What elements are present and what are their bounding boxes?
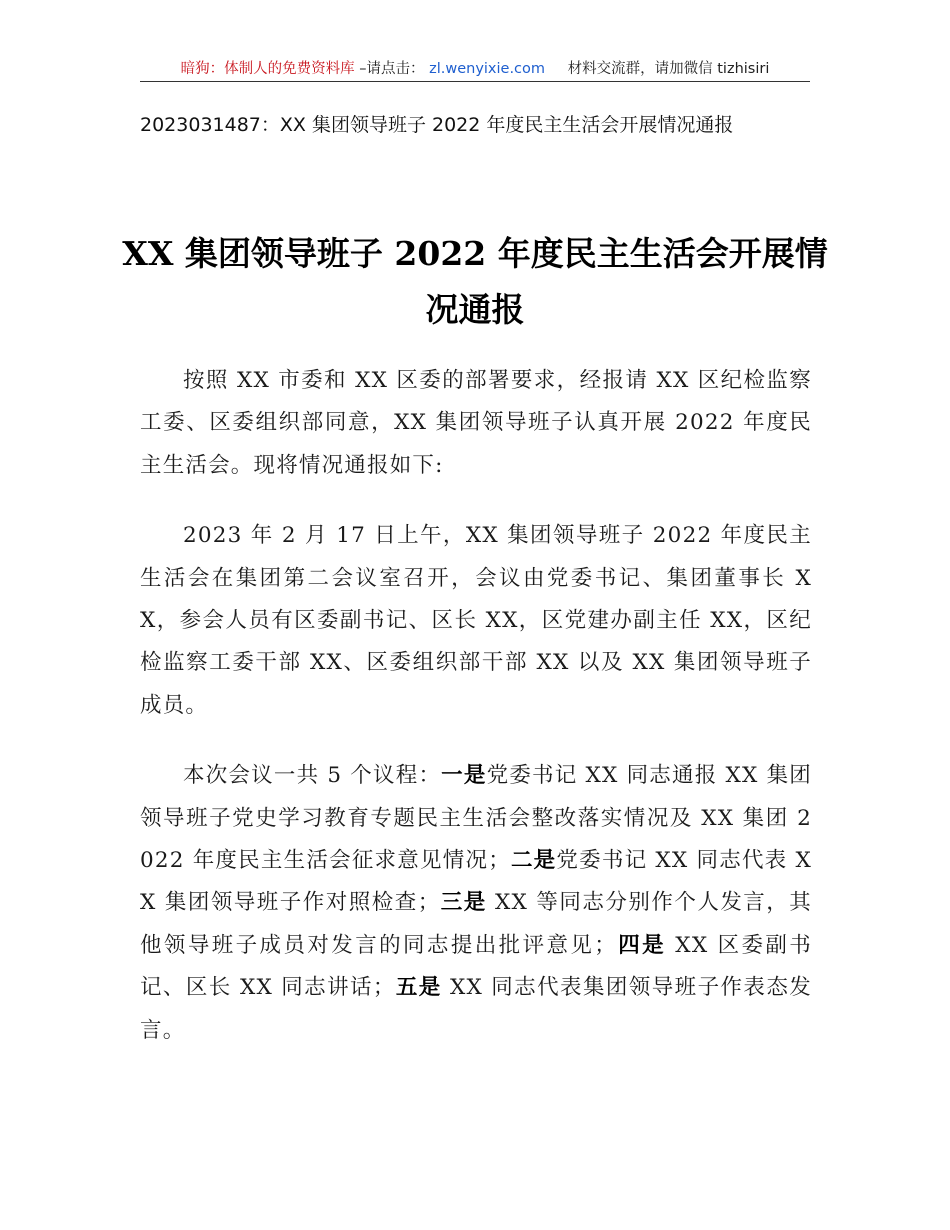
agenda-item-3: XX 等同志分别作个人发言，其他领导班子成员对发言的同志提出批评意见； bbox=[140, 890, 812, 958]
header-divider bbox=[140, 81, 810, 82]
agenda-item-1: 党委书记 XX 同志通报 XX 集团领导班子党史学习教育专题民主生活会整改落实情况及 XX 集团 2022 年度民主生活会征求意见情况； bbox=[140, 763, 812, 874]
paragraph-meeting-details: 2023 年 2 月 17 日上午，XX 集团领导班子 2022 年度民主生活会在集团第二会议室召开，会议由党委书记、集团董事长 XX，参会人员有区委副书记、区长 XX，区党建办副主任 XX，区纪检监察工委干部 XX、区委组织部干部 XX 以及 XX 集团领导班子成员。 bbox=[140, 523, 812, 718]
header-banner bbox=[140, 57, 810, 81]
agenda-item-4: XX 区委副书记、区长 XX 同志讲话； bbox=[140, 932, 812, 1001]
paragraph-agenda bbox=[140, 755, 812, 1052]
document-reference: 2023031487：XX 集团领导班子 2022 年度民主生活会开展情况通报 bbox=[140, 114, 734, 136]
header-contact: 材料交流群，请加微信 tizhisiri bbox=[567, 61, 770, 77]
agenda-keyword-3: 三是 bbox=[440, 890, 487, 916]
agenda-item-2: 党委书记 XX 同志代表 XX 集团领导班子作对照检查； bbox=[140, 848, 812, 916]
header-brand: 暗狗：体制人的免费资料库 bbox=[180, 61, 355, 77]
agenda-keyword-5: 五是 bbox=[395, 975, 442, 1001]
header-url-link[interactable]: zl.wenyixie.com bbox=[429, 61, 546, 77]
agenda-keyword-1: 一是 bbox=[441, 763, 487, 789]
agenda-keyword-4: 四是 bbox=[617, 932, 667, 958]
header-prompt: –请点击： bbox=[359, 61, 425, 77]
paragraph-intro: 按照 XX 市委和 XX 区委的部署要求，经报请 XX 区纪检监察工委、区委组织部同意，XX 集团领导班子认真开展 2022 年度民主生活会。现将情况通报如下: bbox=[140, 368, 812, 478]
agenda-item-5: XX 同志代表集团领导班子作表态发言。 bbox=[140, 975, 812, 1043]
document-body bbox=[140, 360, 812, 1080]
agenda-keyword-2: 二是 bbox=[510, 848, 557, 874]
page-title: XX 集团领导班子 2022 年度民主生活会开展情况通报 bbox=[122, 234, 828, 329]
agenda-intro: 本次会议一共 5 个议程： bbox=[183, 763, 442, 789]
